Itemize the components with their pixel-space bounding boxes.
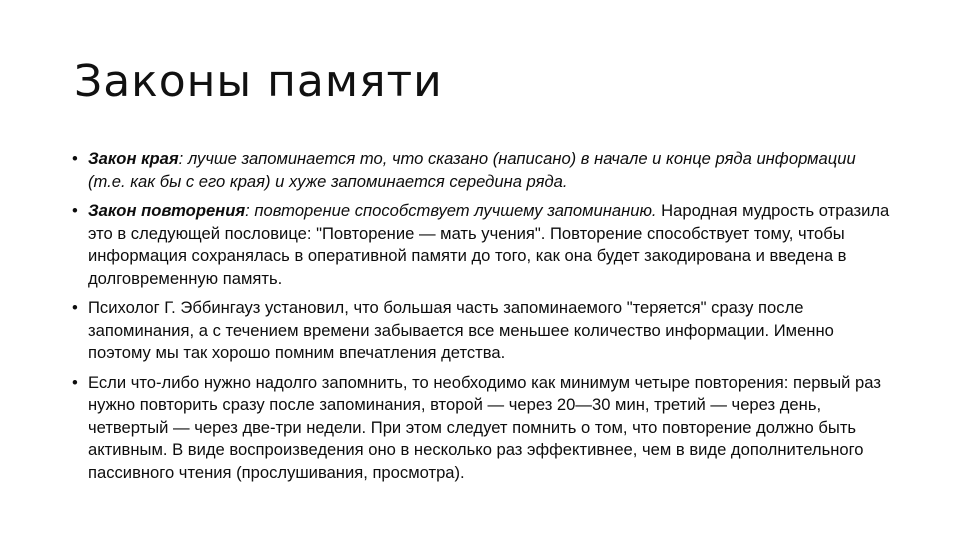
bullet-item-repetition-schedule [72, 372, 892, 485]
slide-title: Законы памяти [74, 56, 443, 107]
bullet-dot-icon: • [72, 201, 78, 220]
bullet-term: Закон повторения [88, 201, 246, 220]
bullet-dot-icon: • [72, 149, 78, 168]
bullet-dot-icon: • [72, 372, 78, 392]
bullet-dot-icon: • [72, 298, 78, 317]
bullet-text: Народная мудрость отразила это в следующей пословице: "Повторение — мать учения". Повторение способствует тому, чтобы информация сохранялась в оперативной памяти до того, как она будет закодирована и введена в долговременную память. [88, 201, 890, 288]
bullet-item-repetition-law [72, 200, 892, 290]
bullet-definition: : лучше запоминается то, что сказано (написано) в начале и конце ряда информации (т.е. как бы с его края) и хуже запоминается середина ряда. [88, 149, 856, 191]
bullet-text: Если что-либо нужно надолго запомнить, то необходимо как минимум четыре повторения: первый раз нужно повторить сразу после запоминания, второй — через 20—30 мин, третий — через день, четвертый — через две-три недели. При этом следует помнить о том, что повторение должно быть активным. В виде воспроизведения оно в несколько раз эффективнее, чем в виде дополнительного пассивного чтения (прослушивания, просмотра). [88, 372, 881, 482]
bullet-text: Психолог Г. Эббингауз установил, что большая часть запоминаемого "теряется" сразу после запоминания, а с течением времени забывается все меньшее количество информации. Именно поэтому мы так хорошо помним впечатления детства. [88, 298, 834, 362]
bullet-item-edge-law [72, 148, 892, 193]
bullet-item-ebbinghaus [72, 297, 892, 365]
bullet-term: Закон края [88, 149, 179, 168]
bullet-definition: : повторение способствует лучшему запоминанию. [245, 201, 657, 220]
bullet-list [72, 148, 892, 491]
